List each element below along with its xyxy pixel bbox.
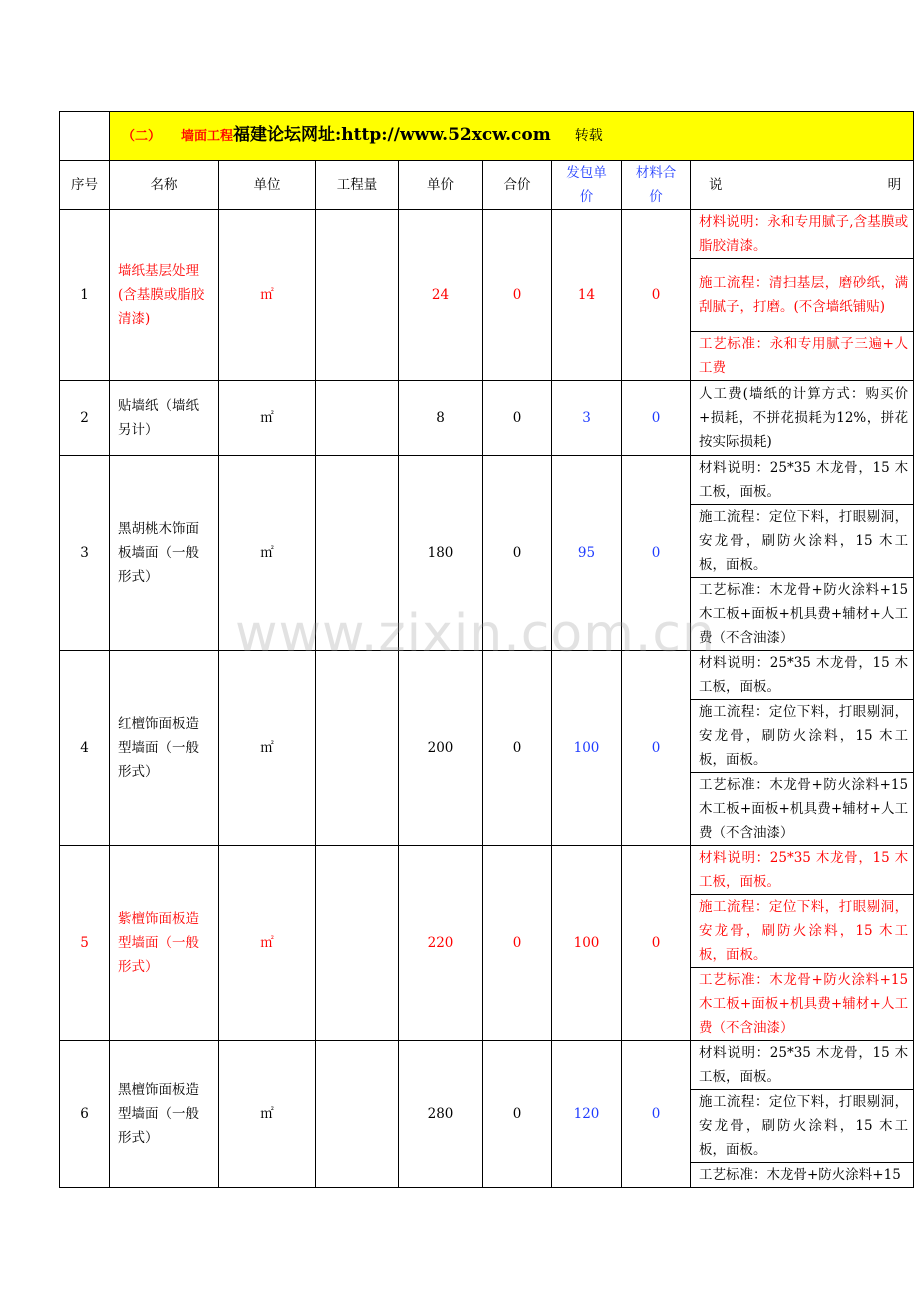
row-total: 0: [483, 651, 552, 846]
row-desc-material: 材料说明：25*35 木龙骨，15 木工板，面板。: [691, 456, 914, 505]
header-price: 单价: [399, 161, 483, 210]
section-title-row: [60, 112, 914, 161]
row-price: 8: [399, 381, 483, 456]
row-seq: 4: [60, 651, 110, 846]
row-unit: ㎡: [219, 456, 316, 651]
section-name: 墙面工程: [181, 129, 234, 144]
row-desc-process: 施工流程：定位下料，打眼剔洞，安龙骨，刷防火涂料，15 木工板，面板。: [691, 700, 914, 773]
header-seq: 序号: [60, 161, 110, 210]
row-desc-material: 材料说明：25*35 木龙骨，15 木工板，面板。: [691, 1041, 914, 1090]
watermark-text: www.zixin.com.cn: [235, 604, 716, 664]
row-price: 180: [399, 456, 483, 651]
section-title: [110, 112, 914, 161]
header-material-total: 材料合价: [622, 161, 691, 210]
row-name: 黑胡桃木饰面板墙面（一般形式）: [110, 456, 219, 651]
row-unit: ㎡: [219, 1041, 316, 1188]
row-sub-price: 14: [552, 210, 622, 381]
header-desc-a: 说: [709, 177, 723, 193]
row-seq: 1: [60, 210, 110, 381]
row-price: 280: [399, 1041, 483, 1188]
row-desc-process: 施工流程：定位下料，打眼剔洞，安龙骨，刷防火涂料，15 木工板，面板。: [691, 505, 914, 578]
header-sub-price: 发包单价: [552, 161, 622, 210]
row-name: 红檀饰面板造型墙面（一般形式）: [110, 651, 219, 846]
row-name: 贴墙纸（墙纸另计）: [110, 381, 219, 456]
row-desc-standard: 工艺标准：木龙骨+防火涂料+15: [691, 1163, 914, 1188]
row-desc-standard: 工艺标准：永和专用腻子三遍+人工费: [691, 332, 914, 381]
header-total: 合价: [483, 161, 552, 210]
table-row: [60, 210, 914, 259]
row-price: 200: [399, 651, 483, 846]
repost-text: 转载: [574, 128, 603, 144]
row-qty: [316, 846, 399, 1041]
column-header-row: [60, 161, 914, 210]
table-row: [60, 456, 914, 505]
row-material-total: 0: [622, 846, 691, 1041]
row-total: 0: [483, 381, 552, 456]
title-blank-cell: [60, 112, 110, 161]
section-number: （二）: [122, 129, 162, 144]
row-total: 0: [483, 846, 552, 1041]
table-row: [60, 846, 914, 895]
row-name: 墙纸基层处理(含基膜或脂胶清漆): [110, 210, 219, 381]
row-unit: ㎡: [219, 846, 316, 1041]
row-qty: [316, 651, 399, 846]
row-total: 0: [483, 210, 552, 381]
header-name: 名称: [110, 161, 219, 210]
row-desc-material: 材料说明：25*35 木龙骨，15 木工板，面板。: [691, 846, 914, 895]
row-material-total: 0: [622, 456, 691, 651]
row-desc-material: 材料说明：永和专用腻子,含基膜或脂胶清漆。: [691, 210, 914, 259]
row-qty: [316, 210, 399, 381]
row-desc-material: 材料说明：25*35 木龙骨，15 木工板，面板。: [691, 651, 914, 700]
row-sub-price: 100: [552, 846, 622, 1041]
row-qty: [316, 1041, 399, 1188]
quote-table: [59, 111, 914, 1188]
row-material-total: 0: [622, 651, 691, 846]
row-sub-price: 120: [552, 1041, 622, 1188]
row-sub-price: 95: [552, 456, 622, 651]
table-row: [60, 651, 914, 700]
row-name: 紫檀饰面板造型墙面（一般形式）: [110, 846, 219, 1041]
forum-url-text: 福建论坛网址:http://www.52xcw.com: [233, 125, 551, 145]
header-desc: [691, 161, 914, 210]
row-sub-price: 100: [552, 651, 622, 846]
row-desc-process: 施工流程：定位下料，打眼剔洞，安龙骨，刷防火涂料，15 木工板，面板。: [691, 1090, 914, 1163]
header-desc-b: 明: [887, 177, 902, 193]
row-desc-process: 施工流程：定位下料，打眼剔洞，安龙骨，刷防火涂料，15 木工板，面板。: [691, 895, 914, 968]
row-unit: ㎡: [219, 651, 316, 846]
table-row: [60, 381, 914, 456]
row-desc-standard: 工艺标准：木龙骨+防火涂料+15 木工板+面板+机具费+辅材+人工费（不含油漆）: [691, 773, 914, 846]
row-seq: 2: [60, 381, 110, 456]
row-total: 0: [483, 456, 552, 651]
row-seq: 5: [60, 846, 110, 1041]
header-qty: 工程量: [316, 161, 399, 210]
row-material-total: 0: [622, 381, 691, 456]
row-unit: ㎡: [219, 381, 316, 456]
row-total: 0: [483, 1041, 552, 1188]
row-desc-process: 施工流程：清扫基层，磨砂纸，满刮腻子，打磨。(不含墙纸铺贴): [691, 259, 914, 332]
table-row: [60, 1041, 914, 1090]
row-name: 黑檀饰面板造型墙面（一般形式）: [110, 1041, 219, 1188]
row-price: 220: [399, 846, 483, 1041]
row-qty: [316, 456, 399, 651]
row-seq: 6: [60, 1041, 110, 1188]
row-desc-standard: 工艺标准：木龙骨+防火涂料+15 木工板+面板+机具费+辅材+人工费（不含油漆）: [691, 578, 914, 651]
row-price: 24: [399, 210, 483, 381]
row-material-total: 0: [622, 1041, 691, 1188]
row-sub-price: 3: [552, 381, 622, 456]
row-desc-labor: 人工费(墙纸的计算方式：购买价+损耗，不拼花损耗为12%，拼花按实际损耗): [691, 381, 914, 456]
row-qty: [316, 381, 399, 456]
row-unit: ㎡: [219, 210, 316, 381]
header-unit: 单位: [219, 161, 316, 210]
row-seq: 3: [60, 456, 110, 651]
row-material-total: 0: [622, 210, 691, 381]
row-desc-standard: 工艺标准：木龙骨+防火涂料+15 木工板+面板+机具费+辅材+人工费（不含油漆）: [691, 968, 914, 1041]
